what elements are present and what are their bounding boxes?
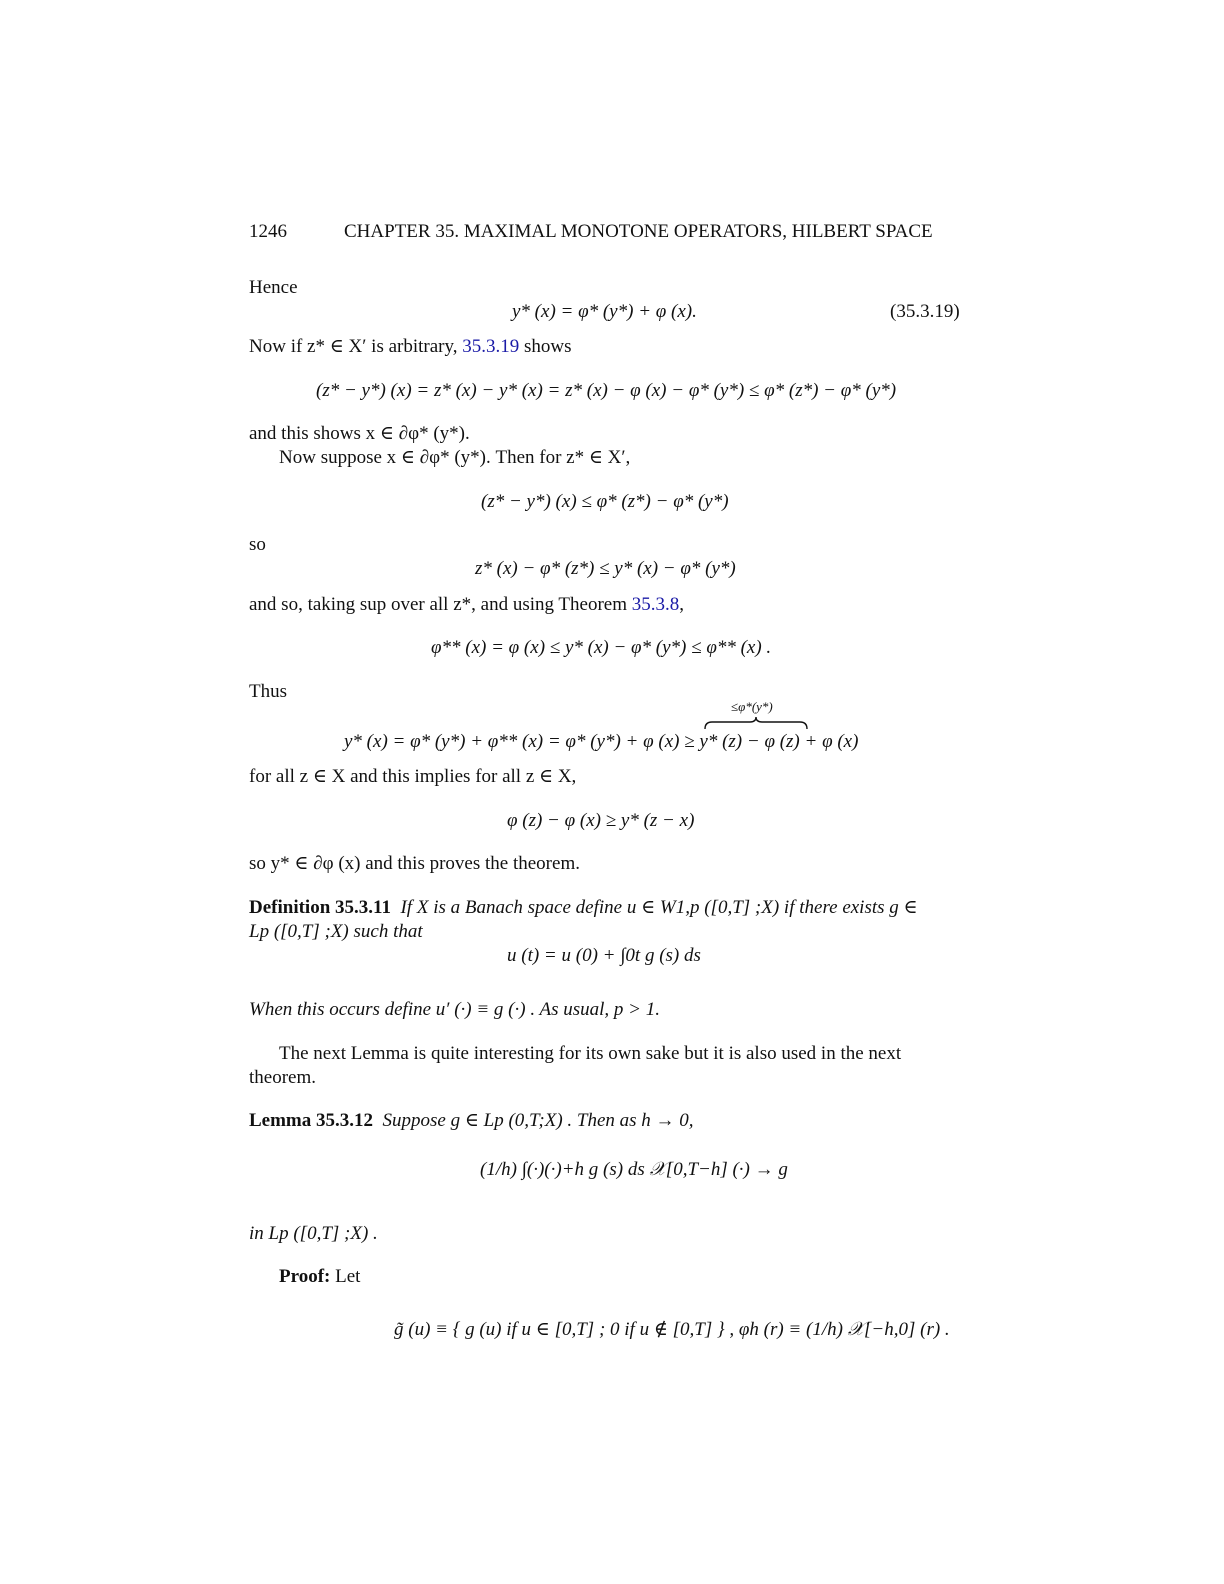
lemma-35-3-12 bbox=[249, 1111, 694, 1130]
paragraph-taking-sup: and so, taking sup over all z*, and using Theorem 35.3.8, bbox=[249, 594, 684, 615]
equation-inequality-2: z* (x) − φ* (z*) ≤ y* (x) − φ* (y*) bbox=[475, 558, 736, 579]
proof-text: Let bbox=[335, 1266, 361, 1287]
equation-label-35-3-19: (35.3.19) bbox=[890, 301, 960, 322]
equation-thus: y* (x) = φ* (y*) + φ** (x) = φ* (y*) + φ (x) ≥ y* (z) − φ (z) + φ (x) bbox=[344, 731, 859, 752]
lemma-equation: (1/h) ∫(·)(·)+h g (s) ds 𝒳[0,T−h] (·) → g bbox=[480, 1159, 788, 1180]
equation-inequality-1: (z* − y*) (x) ≤ φ* (z*) − φ* (y*) bbox=[481, 491, 729, 512]
equation-phi-star-star: φ** (x) = φ (x) ≤ y* (x) − φ* (y*) ≤ φ** (x) . bbox=[431, 637, 772, 658]
ref-eq-35-3-19[interactable]: 35.3.19 bbox=[462, 336, 520, 357]
paragraph-proves: so y* ∈ ∂φ (x) and this proves the theorem. bbox=[249, 853, 580, 874]
text-hence: Hence bbox=[249, 277, 298, 298]
paragraph-for-all: for all z ∈ X and this implies for all z ∈ X, bbox=[249, 766, 577, 787]
running-title: CHAPTER 35. MAXIMAL MONOTONE OPERATORS, HILBERT SPACE bbox=[344, 221, 933, 242]
ref-theorem-35-3-8[interactable]: 35.3.8 bbox=[631, 594, 680, 615]
paragraph-next-lemma-line1: The next Lemma is quite interesting for its own sake but it is also used in the next bbox=[279, 1043, 902, 1064]
page-number: 1246 bbox=[249, 221, 287, 242]
proof-label: Proof: bbox=[279, 1266, 331, 1287]
paragraph-next-lemma-line2: theorem. bbox=[249, 1067, 317, 1088]
proof bbox=[279, 1267, 360, 1286]
overbrace bbox=[704, 716, 808, 730]
text-so: so bbox=[249, 534, 266, 555]
text-thus: Thus bbox=[249, 681, 287, 702]
paragraph-now-if: Now if z* ∈ X′ is arbitrary, 35.3.19 shows bbox=[249, 336, 572, 357]
lemma-title: Lemma 35.3.12 bbox=[249, 1110, 374, 1131]
equation-subgradient: φ (z) − φ (x) ≥ y* (z − x) bbox=[507, 810, 695, 831]
proof-equation: g̃ (u) ≡ { g (u) if u ∈ [0,T] ; 0 if u ∉ [0,T] } , φh (r) ≡ (1/h) 𝒳[−h,0] (r) . bbox=[394, 1319, 950, 1340]
definition-equation: u (t) = u (0) + ∫0t g (s) ds bbox=[507, 945, 701, 966]
overbrace-label: ≤φ*(y*) bbox=[731, 699, 773, 714]
definition-text-line3: When this occurs define u′ (·) ≡ g (·) . As usual, p > 1. bbox=[249, 999, 660, 1020]
definition-text-line1: If X is a Banach space define u ∈ W1,p ([0,T] ;X) if there exists g ∈ bbox=[400, 897, 918, 918]
lemma-in-space: in Lp ([0,T] ;X) . bbox=[249, 1223, 378, 1244]
definition-35-3-11 bbox=[249, 898, 918, 917]
definition-title: Definition 35.3.11 bbox=[249, 897, 391, 918]
equation-35-3-19: y* (x) = φ* (y*) + φ (x). bbox=[512, 301, 697, 322]
definition-text-line2: Lp ([0,T] ;X) such that bbox=[249, 921, 423, 942]
paragraph-this-shows: and this shows x ∈ ∂φ* (y*). bbox=[249, 423, 470, 444]
equation-long: (z* − y*) (x) = z* (x) − y* (x) = z* (x) − φ (x) − φ* (y*) ≤ φ* (z*) − φ* (y*) bbox=[316, 380, 897, 401]
paragraph-now-suppose: Now suppose x ∈ ∂φ* (y*). Then for z* ∈ X′, bbox=[279, 447, 631, 468]
lemma-text: Suppose g ∈ Lp (0,T;X) . Then as h → 0, bbox=[382, 1110, 694, 1131]
